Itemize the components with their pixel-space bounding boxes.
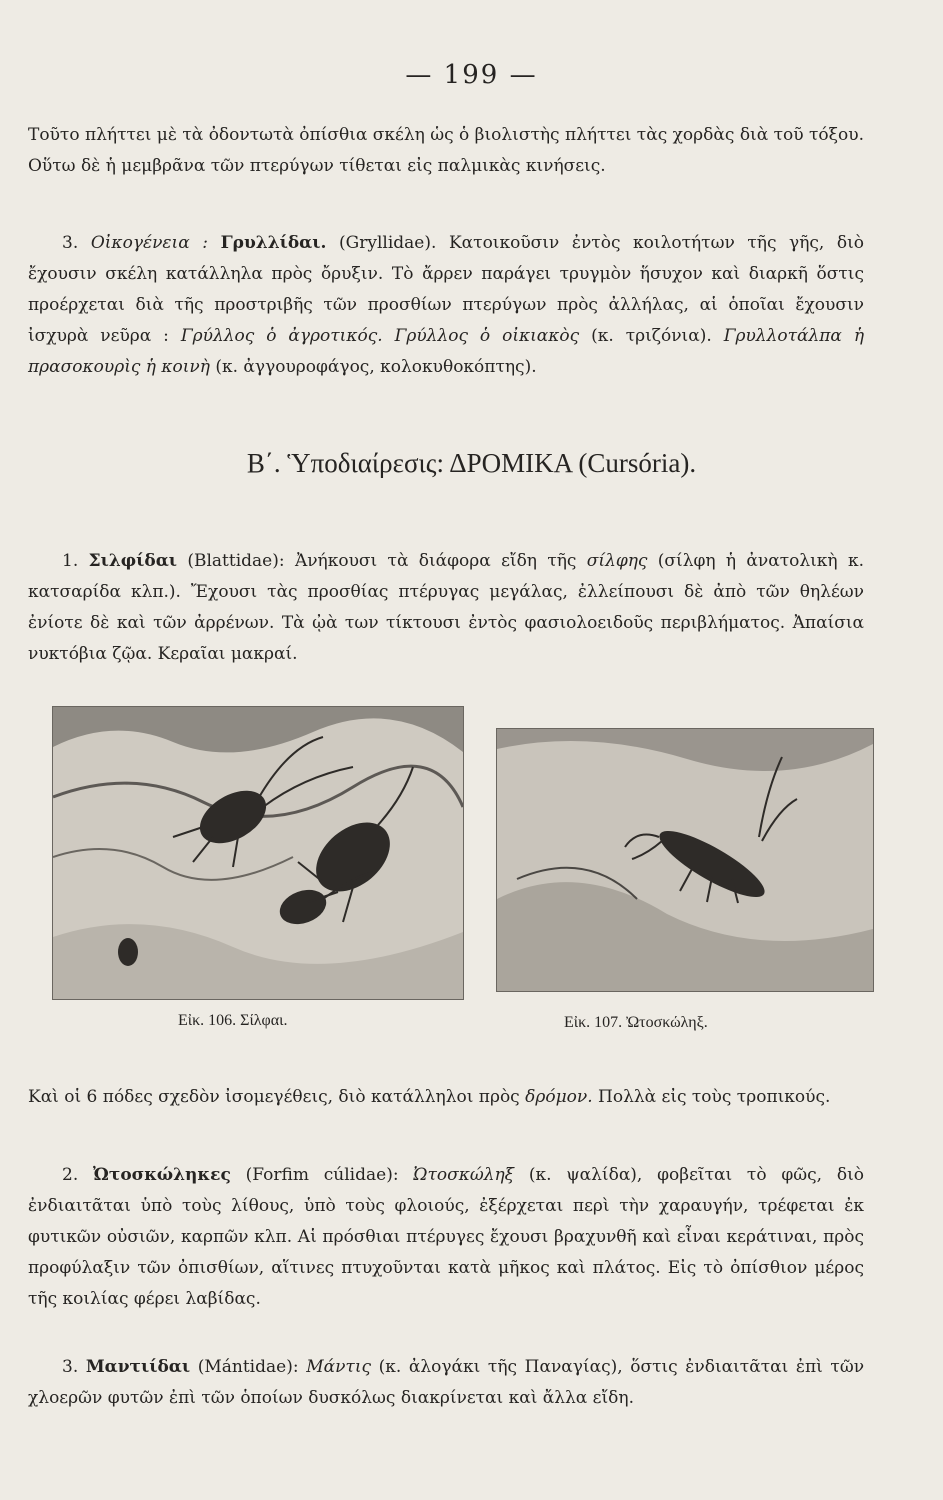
species-name: Μάντις xyxy=(306,1357,371,1377)
figure-earwig xyxy=(496,728,874,992)
common-name: (κ. ἀγγουροφάγος, κολοκυθοκόπτης). xyxy=(215,357,537,377)
species-name: Ὠτοσκώληξ xyxy=(413,1165,515,1185)
latin-name: (Mántidae): xyxy=(197,1357,299,1377)
earwig-illustration xyxy=(497,729,873,991)
section-heading: Β΄. Ὑποδιαίρεσις: ΔΡΟΜΙΚΑ (Cursória). xyxy=(246,448,697,478)
paragraph-text: Πολλὰ εἰς τοὺς τροπικούς. xyxy=(598,1087,831,1107)
paragraph-text: Κατοικοῦσιν ἐντὸς κοιλοτήτων τῆς γῆς, διὸ ἔχουσιν σκέλη κατάλληλα πρὸς ὄρυξιν. Τὸ ἄρρεν παράγει τρυγμὸν ἥσυχον καὶ διαρκῆ ὅστις προέρχεται διὰ τῆς προστριβῆς τῶν προσθίων πτερύγων πρὸς ἀλλήλας, αἱ ὁποῖαι ἔχουσιν ἰσχυρὰ νεῦρα : xyxy=(28,233,865,346)
paragraph-text: Καὶ οἱ 6 πόδες σχεδὸν ἰσομεγέθεις, διὸ κατάλληλοι πρὸς xyxy=(28,1087,520,1107)
paragraph-forficulidae xyxy=(28,1160,864,1315)
item-number: 3. xyxy=(62,1357,79,1377)
species-name: Γρύλλος ὁ ἀγροτικός. xyxy=(180,326,383,346)
paragraph-text: Τοῦτο πλήττει μὲ τὰ ὀδοντωτὰ ὀπίσθια σκέλη ὡς ὁ βιολιστὴς πλήττει τὰς χορδὰς διὰ τοῦ τόξου. Οὕτω δὲ ἡ μεμβρᾶνα τῶν πτερύγων τίθεται εἰς παλμικὰς κινήσεις. xyxy=(28,125,864,176)
paragraph-stridulation xyxy=(28,120,864,182)
paragraph-blattidae xyxy=(28,546,864,670)
latin-name: (Gryllidae). xyxy=(339,233,437,253)
emphasis-word: δρόμον. xyxy=(525,1087,593,1107)
item-number: 3. xyxy=(62,233,79,253)
latin-name: (Blattidae): xyxy=(187,551,285,571)
item-number: 1. xyxy=(62,551,79,571)
species-name: Γρύλλος ὁ οἰκιακὸς xyxy=(394,326,580,346)
paragraph-text: (κ. ψαλίδα), φοβεῖται τὸ φῶς, διὸ ἐνδιαιτᾶται ὑπὸ τοὺς λίθους, ὑπὸ τοὺς φλοιούς, ἐξέρχεται περὶ τὴν χαραυγήν, τρέφεται ἐκ φυτικῶν οὐσιῶν, καρπῶν κλπ. Αἱ πρόσθιαι πτέρυγες ἔχουσι βραχυνθῆ καὶ εἶναι κεράτιναι, πρὸς προφύλαξιν τῶν ὀπισθίων, αἵτινες πτυχοῦνται κατὰ μῆκος καὶ πλάτος. Εἰς τὸ ὀπίσθιον μέρος τῆς κοιλίας φέρει λαβίδας. xyxy=(28,1165,865,1309)
paragraph-legs xyxy=(28,1082,864,1113)
family-name: Ὠτοσκώληκες xyxy=(93,1165,231,1185)
species-name: σίλφης xyxy=(586,551,648,571)
figure-106-caption: Εἰκ. 106. Σίλφαι. xyxy=(178,1012,288,1029)
latin-name: (Forfim cúlidae): xyxy=(245,1165,399,1185)
family-name: Γρυλλίδαι. xyxy=(220,233,327,253)
paragraph-text: (κ. ἀλογάκι τῆς Παναγίας), ὅστις ἐνδιαιτᾶται ἐπὶ τῶν χλοερῶν φυτῶν ἐπὶ τῶν ὁποίων δυσκόλως διακρίνεται καὶ ἄλλα εἴδη. xyxy=(28,1357,865,1408)
figure-107-caption: Εἰκ. 107. Ὠτοσκώληξ. xyxy=(564,1014,708,1031)
species-name: Γρυλλοτάλπα ἡ πρασοκουρὶς ἡ κοινὴ xyxy=(28,326,865,377)
common-name: (κ. τριζόνια). xyxy=(591,326,712,346)
family-label: Οἰκογένεια : xyxy=(90,233,209,253)
paragraph-text: (σίλφη ἡ ἀνατολικὴ κ. κατσαρίδα κλπ.). Ἔχουσι τὰς προσθίας πτέρυγας μεγάλας, ἐλλείπουσι δὲ ἀπὸ τῶν θηλέων ἐνίοτε δὲ καὶ τῶν ἀρρένων. Τὰ ᾠὰ των τίκτουσι ἐντὸς φασιολοειδοῦς περιβλήματος. Ἀπαίσια νυκτόβια ζῷα. Κεραῖαι μακραί. xyxy=(28,551,864,664)
paragraph-text: Ἀνήκουσι τὰ διάφορα εἴδη τῆς xyxy=(294,551,577,571)
family-name: Μαντιίδαι xyxy=(85,1357,191,1377)
figure-cockroaches xyxy=(52,706,464,1000)
family-name: Σιλφίδαι xyxy=(88,551,177,571)
paragraph-mantidae xyxy=(28,1352,864,1414)
cockroach-illustration xyxy=(53,707,463,999)
paragraph-gryllidae xyxy=(28,228,864,383)
page-number: — 199 — xyxy=(405,60,538,90)
item-number: 2. xyxy=(62,1165,79,1185)
